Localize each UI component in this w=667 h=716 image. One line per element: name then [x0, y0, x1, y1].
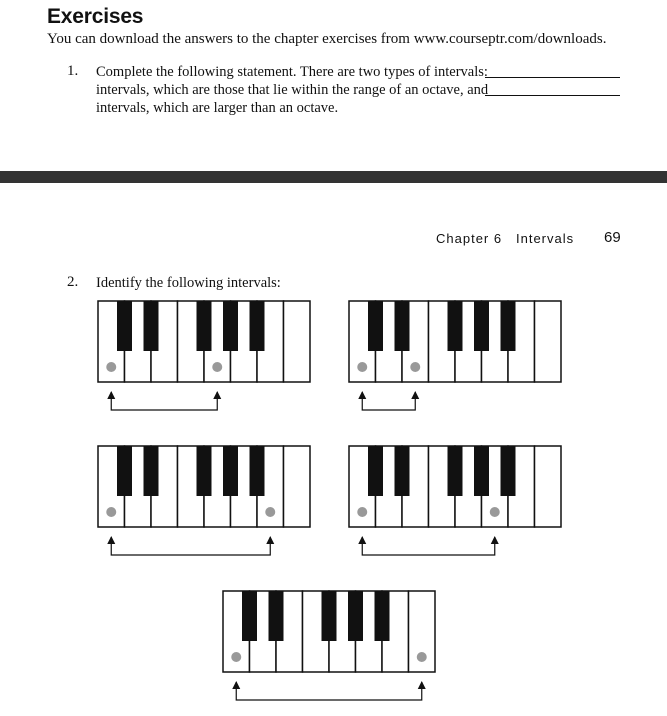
black-key [448, 301, 463, 351]
key-marker-dot [417, 652, 427, 662]
answer-blank-1 [485, 63, 620, 78]
arrow-up-icon [411, 391, 419, 399]
key-marker-dot [490, 507, 500, 517]
key-marker-dot [106, 362, 116, 372]
black-key [242, 591, 257, 641]
answer-blank-2 [485, 81, 620, 96]
keyboard-4 [348, 445, 568, 560]
keyboard-3 [97, 445, 317, 560]
running-head-title: Intervals [516, 231, 575, 246]
black-key [375, 591, 390, 641]
page-number: 69 [604, 229, 621, 246]
black-key [269, 591, 284, 641]
white-key [284, 446, 311, 527]
question-1-number: 1. [67, 63, 79, 79]
black-key [322, 591, 337, 641]
question-2-number: 2. [67, 274, 79, 290]
key-marker-dot [106, 507, 116, 517]
question-1-line-3: intervals, which are larger than an octave. [96, 100, 339, 116]
black-key [501, 446, 516, 496]
black-key [117, 446, 132, 496]
black-key [395, 301, 410, 351]
section-title: Exercises [47, 5, 144, 28]
arrow-up-icon [266, 536, 274, 544]
key-marker-dot [231, 652, 241, 662]
arrow-up-icon [232, 681, 240, 689]
black-key [368, 446, 383, 496]
interval-bracket [236, 682, 422, 700]
black-key [448, 446, 463, 496]
black-key [197, 301, 212, 351]
arrow-up-icon [358, 536, 366, 544]
black-key [474, 446, 489, 496]
key-marker-dot [212, 362, 222, 372]
keyboard-5 [222, 590, 442, 705]
black-key [144, 446, 159, 496]
keyboard-2 [348, 300, 568, 415]
keyboard-1 [97, 300, 317, 415]
arrow-up-icon [358, 391, 366, 399]
question-1-line-1: Complete the following statement. There are two types of intervals: [96, 64, 488, 80]
question-2-text: Identify the following intervals: [96, 275, 281, 291]
arrow-up-icon [418, 681, 426, 689]
interval-bracket [362, 537, 495, 555]
interval-bracket [111, 537, 270, 555]
white-key [284, 301, 311, 382]
black-key [474, 301, 489, 351]
interval-bracket [111, 392, 217, 410]
interval-bracket [362, 392, 415, 410]
key-marker-dot [357, 362, 367, 372]
black-key [250, 301, 265, 351]
black-key [501, 301, 516, 351]
black-key [368, 301, 383, 351]
black-key [223, 301, 238, 351]
key-marker-dot [410, 362, 420, 372]
black-key [117, 301, 132, 351]
running-head-chapter: Chapter 6 [436, 231, 503, 246]
arrow-up-icon [107, 536, 115, 544]
question-1-line-2: intervals, which are those that lie within the range of an octave, and [96, 82, 489, 98]
white-key [535, 446, 562, 527]
black-key [348, 591, 363, 641]
black-key [395, 446, 410, 496]
page-break-band [0, 171, 667, 183]
arrow-up-icon [213, 391, 221, 399]
white-key [535, 301, 562, 382]
arrow-up-icon [491, 536, 499, 544]
key-marker-dot [357, 507, 367, 517]
intro-text: You can download the answers to the chapter exercises from www.courseptr.com/downloads. [47, 31, 607, 47]
black-key [144, 301, 159, 351]
black-key [250, 446, 265, 496]
black-key [197, 446, 212, 496]
key-marker-dot [265, 507, 275, 517]
black-key [223, 446, 238, 496]
arrow-up-icon [107, 391, 115, 399]
